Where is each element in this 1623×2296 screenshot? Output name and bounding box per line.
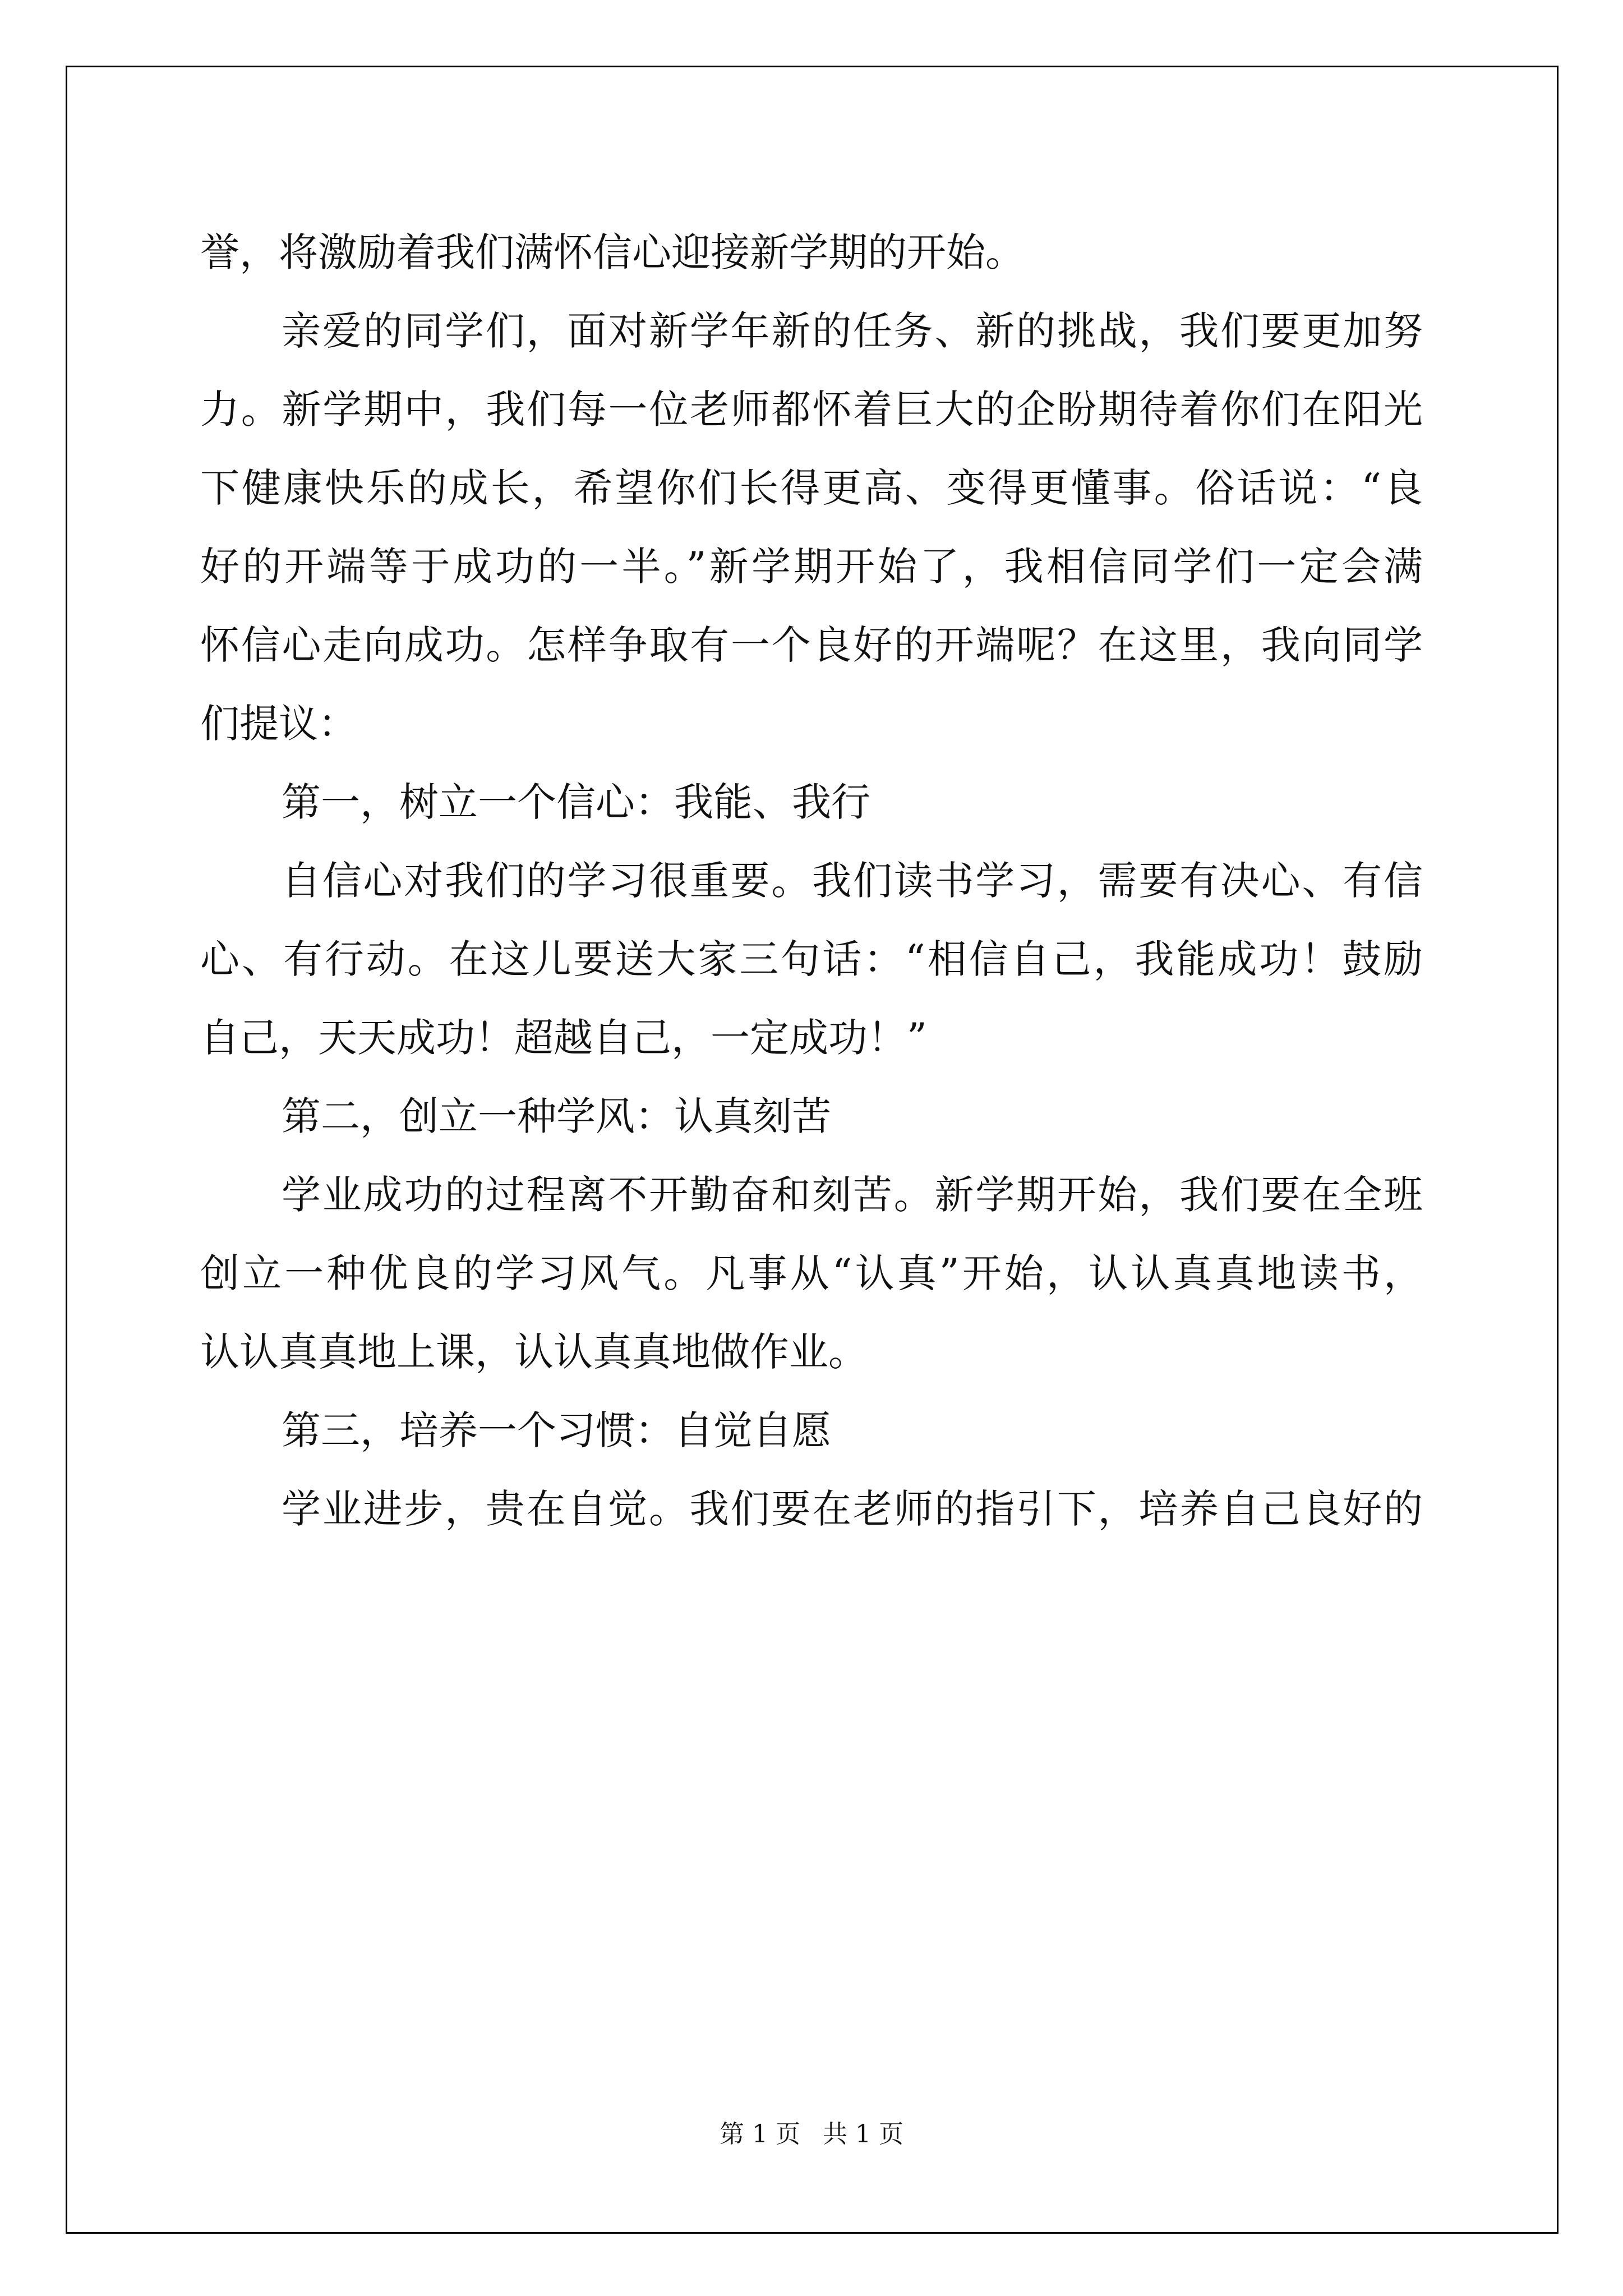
page-number: 第 1 页	[720, 2120, 800, 2148]
paragraph-line: 认认真真地上课，认认真真地做作业。	[200, 1329, 868, 1375]
page-footer	[0, 2120, 1623, 2148]
paragraph-line: 学业成功的过程离不开勤奋和刻苦。新学期开始，我们要在全班	[282, 1172, 1423, 1218]
paragraph-line: 好的开端等于成功的一半。”新学期开始了，我相信同学们一定会满	[200, 544, 1423, 590]
paragraph-line: 力。新学期中，我们每一位老师都怀着巨大的企盼期待着你们在阳光	[200, 386, 1423, 432]
paragraph-line: 自己，天天成功！超越自己，一定成功！”	[200, 1015, 927, 1061]
section-heading: 第二，创立一种学风：认真刻苦	[282, 1093, 831, 1139]
paragraph-line: 创立一种优良的学习风气。凡事从“认真”开始，认认真真地读书，	[200, 1250, 1423, 1296]
paragraph-line: 心、有行动。在这儿要送大家三句话：“相信自己，我能成功！鼓励	[200, 936, 1423, 982]
page-total: 共 1 页	[823, 2120, 903, 2148]
paragraph-line: 自信心对我们的学习很重要。我们读书学习，需要有决心、有信	[282, 858, 1423, 904]
paragraph-line: 们提议：	[200, 701, 357, 747]
paragraph-line: 誉，将激励着我们满怀信心迎接新学期的开始。	[200, 229, 1025, 275]
paragraph-line: 亲爱的同学们，面对新学年新的任务、新的挑战，我们要更加努	[282, 308, 1423, 354]
paragraph-line: 下健康快乐的成长，希望你们长得更高、变得更懂事。俗话说：“良	[200, 465, 1423, 511]
paragraph-line: 学业进步，贵在自觉。我们要在老师的指引下，培养自己良好的	[282, 1486, 1423, 1532]
section-heading: 第三，培养一个习惯：自觉自愿	[282, 1407, 831, 1453]
paragraph-line: 怀信心走向成功。怎样争取有一个良好的开端呢？在这里，我向同学	[200, 622, 1423, 668]
section-heading: 第一，树立一个信心：我能、我行	[282, 779, 870, 825]
